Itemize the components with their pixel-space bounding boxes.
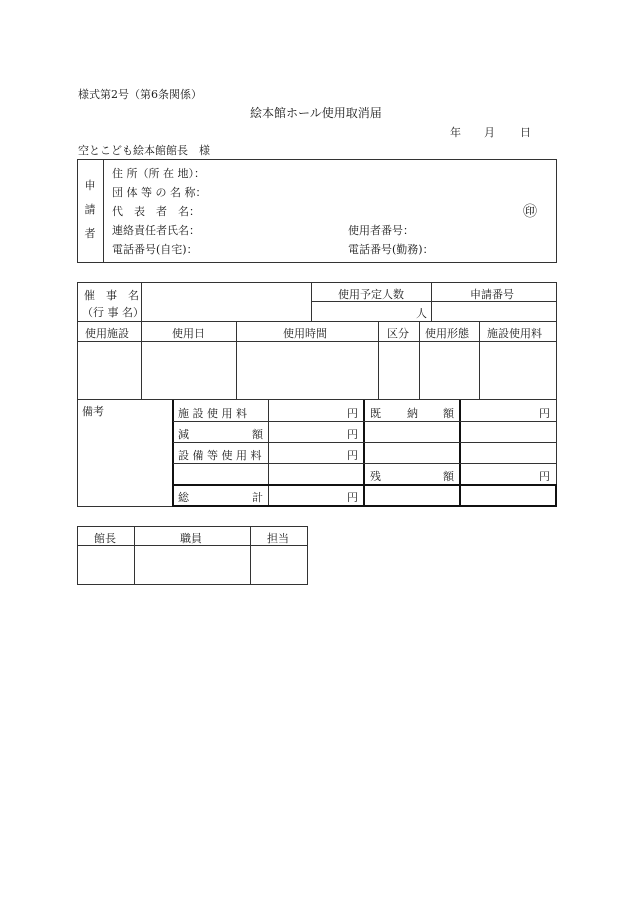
event-name-label: 催 事 名 [84, 289, 139, 302]
phone-home-label: 電話番号(自宅)： [112, 243, 198, 256]
fees-amount-line [268, 400, 269, 507]
fees-mid-line [363, 400, 365, 507]
col-line-1 [141, 321, 142, 400]
col-line-2 [236, 321, 237, 400]
fees-row-line-2 [173, 442, 557, 443]
representative-label: 代 表 者 名： [112, 205, 200, 218]
fees-total-top-line [172, 484, 557, 486]
remarks-top-line [77, 399, 557, 400]
col-header-date: 使用日 [172, 327, 205, 340]
fees-row-line-1 [173, 421, 557, 422]
seal-mark: ㊞ [523, 204, 537, 220]
application-number-label: 申請番号 [470, 288, 514, 301]
col-header-time: 使用時間 [283, 327, 327, 340]
addressee: 空とこども絵本館館長 様 [78, 144, 210, 157]
reduction-label-1: 減 [178, 428, 189, 441]
applicant-side-label-3: 者 [84, 227, 96, 240]
col-header-facility: 使用施設 [85, 327, 129, 340]
col-line-4 [419, 321, 420, 400]
usage-table-border [77, 282, 557, 507]
balance-label-1: 残 [370, 470, 381, 483]
paid-label-3: 額 [443, 407, 454, 420]
header-bottom-line [77, 341, 557, 342]
equipment-fee-label: 設 備 等 使 用 料 [178, 449, 262, 462]
equipment-fee-yen: 円 [347, 449, 358, 462]
approval-director: 館長 [94, 532, 116, 545]
date-year: 年 [450, 126, 461, 139]
date-month: 月 [484, 126, 495, 139]
header-top-line [77, 321, 557, 322]
paid-yen: 円 [539, 407, 550, 420]
total-label-2: 計 [252, 491, 263, 504]
fees-row-line-3 [173, 463, 557, 464]
col-header-facility-fee: 施設使用料 [487, 327, 542, 340]
approval-col-line-2 [250, 526, 251, 585]
phone-work-label: 電話番号(勤務)： [348, 243, 434, 256]
approval-staff: 職員 [180, 532, 202, 545]
appno-col-line [431, 282, 432, 322]
applicant-divider [103, 159, 104, 263]
approval-in-charge: 担当 [267, 532, 289, 545]
reduction-label-2: 額 [252, 428, 263, 441]
balance-label-2: 額 [443, 470, 454, 483]
address-label: 住 所（所 在 地）： [112, 167, 205, 180]
remarks-label: 備考 [82, 405, 104, 418]
balance-yen: 円 [539, 470, 550, 483]
paid-label-2: 納 [407, 407, 418, 420]
fees-far-right-line [555, 484, 557, 507]
reduction-yen: 円 [347, 428, 358, 441]
applicant-side-label-1: 申 [84, 179, 96, 192]
people-col-line [311, 282, 312, 322]
user-number-label: 使用者番号： [348, 224, 414, 237]
col-header-usage-type: 使用形態 [425, 327, 469, 340]
fees-bottom-line [172, 505, 557, 507]
event-name-label-sub: （行 事 名） [82, 306, 144, 319]
fees-left-line [172, 400, 174, 507]
total-label-1: 総 [178, 491, 189, 504]
expected-people-label: 使用予定人数 [338, 288, 404, 301]
facility-fee-label: 施 設 使 用 料 [178, 407, 247, 420]
form-title: 絵本館ホール使用取消届 [250, 106, 382, 120]
col-line-5 [479, 321, 480, 400]
date-day: 日 [520, 126, 531, 139]
col-header-division: 区分 [387, 327, 409, 340]
col-line-3 [378, 321, 379, 400]
form-number: 様式第2号（第6条関係） [78, 88, 202, 101]
total-yen: 円 [347, 491, 358, 504]
people-unit: 人 [416, 307, 427, 320]
paid-label-1: 既 [370, 407, 381, 420]
applicant-side-label-2: 請 [84, 203, 96, 216]
group-name-label: 団 体 等 の 名 称： [112, 186, 207, 199]
contact-person-label: 連絡責任者氏名： [112, 224, 200, 237]
facility-fee-yen: 円 [347, 407, 358, 420]
fees-right-line [459, 400, 461, 507]
approval-col-line-1 [134, 526, 135, 585]
